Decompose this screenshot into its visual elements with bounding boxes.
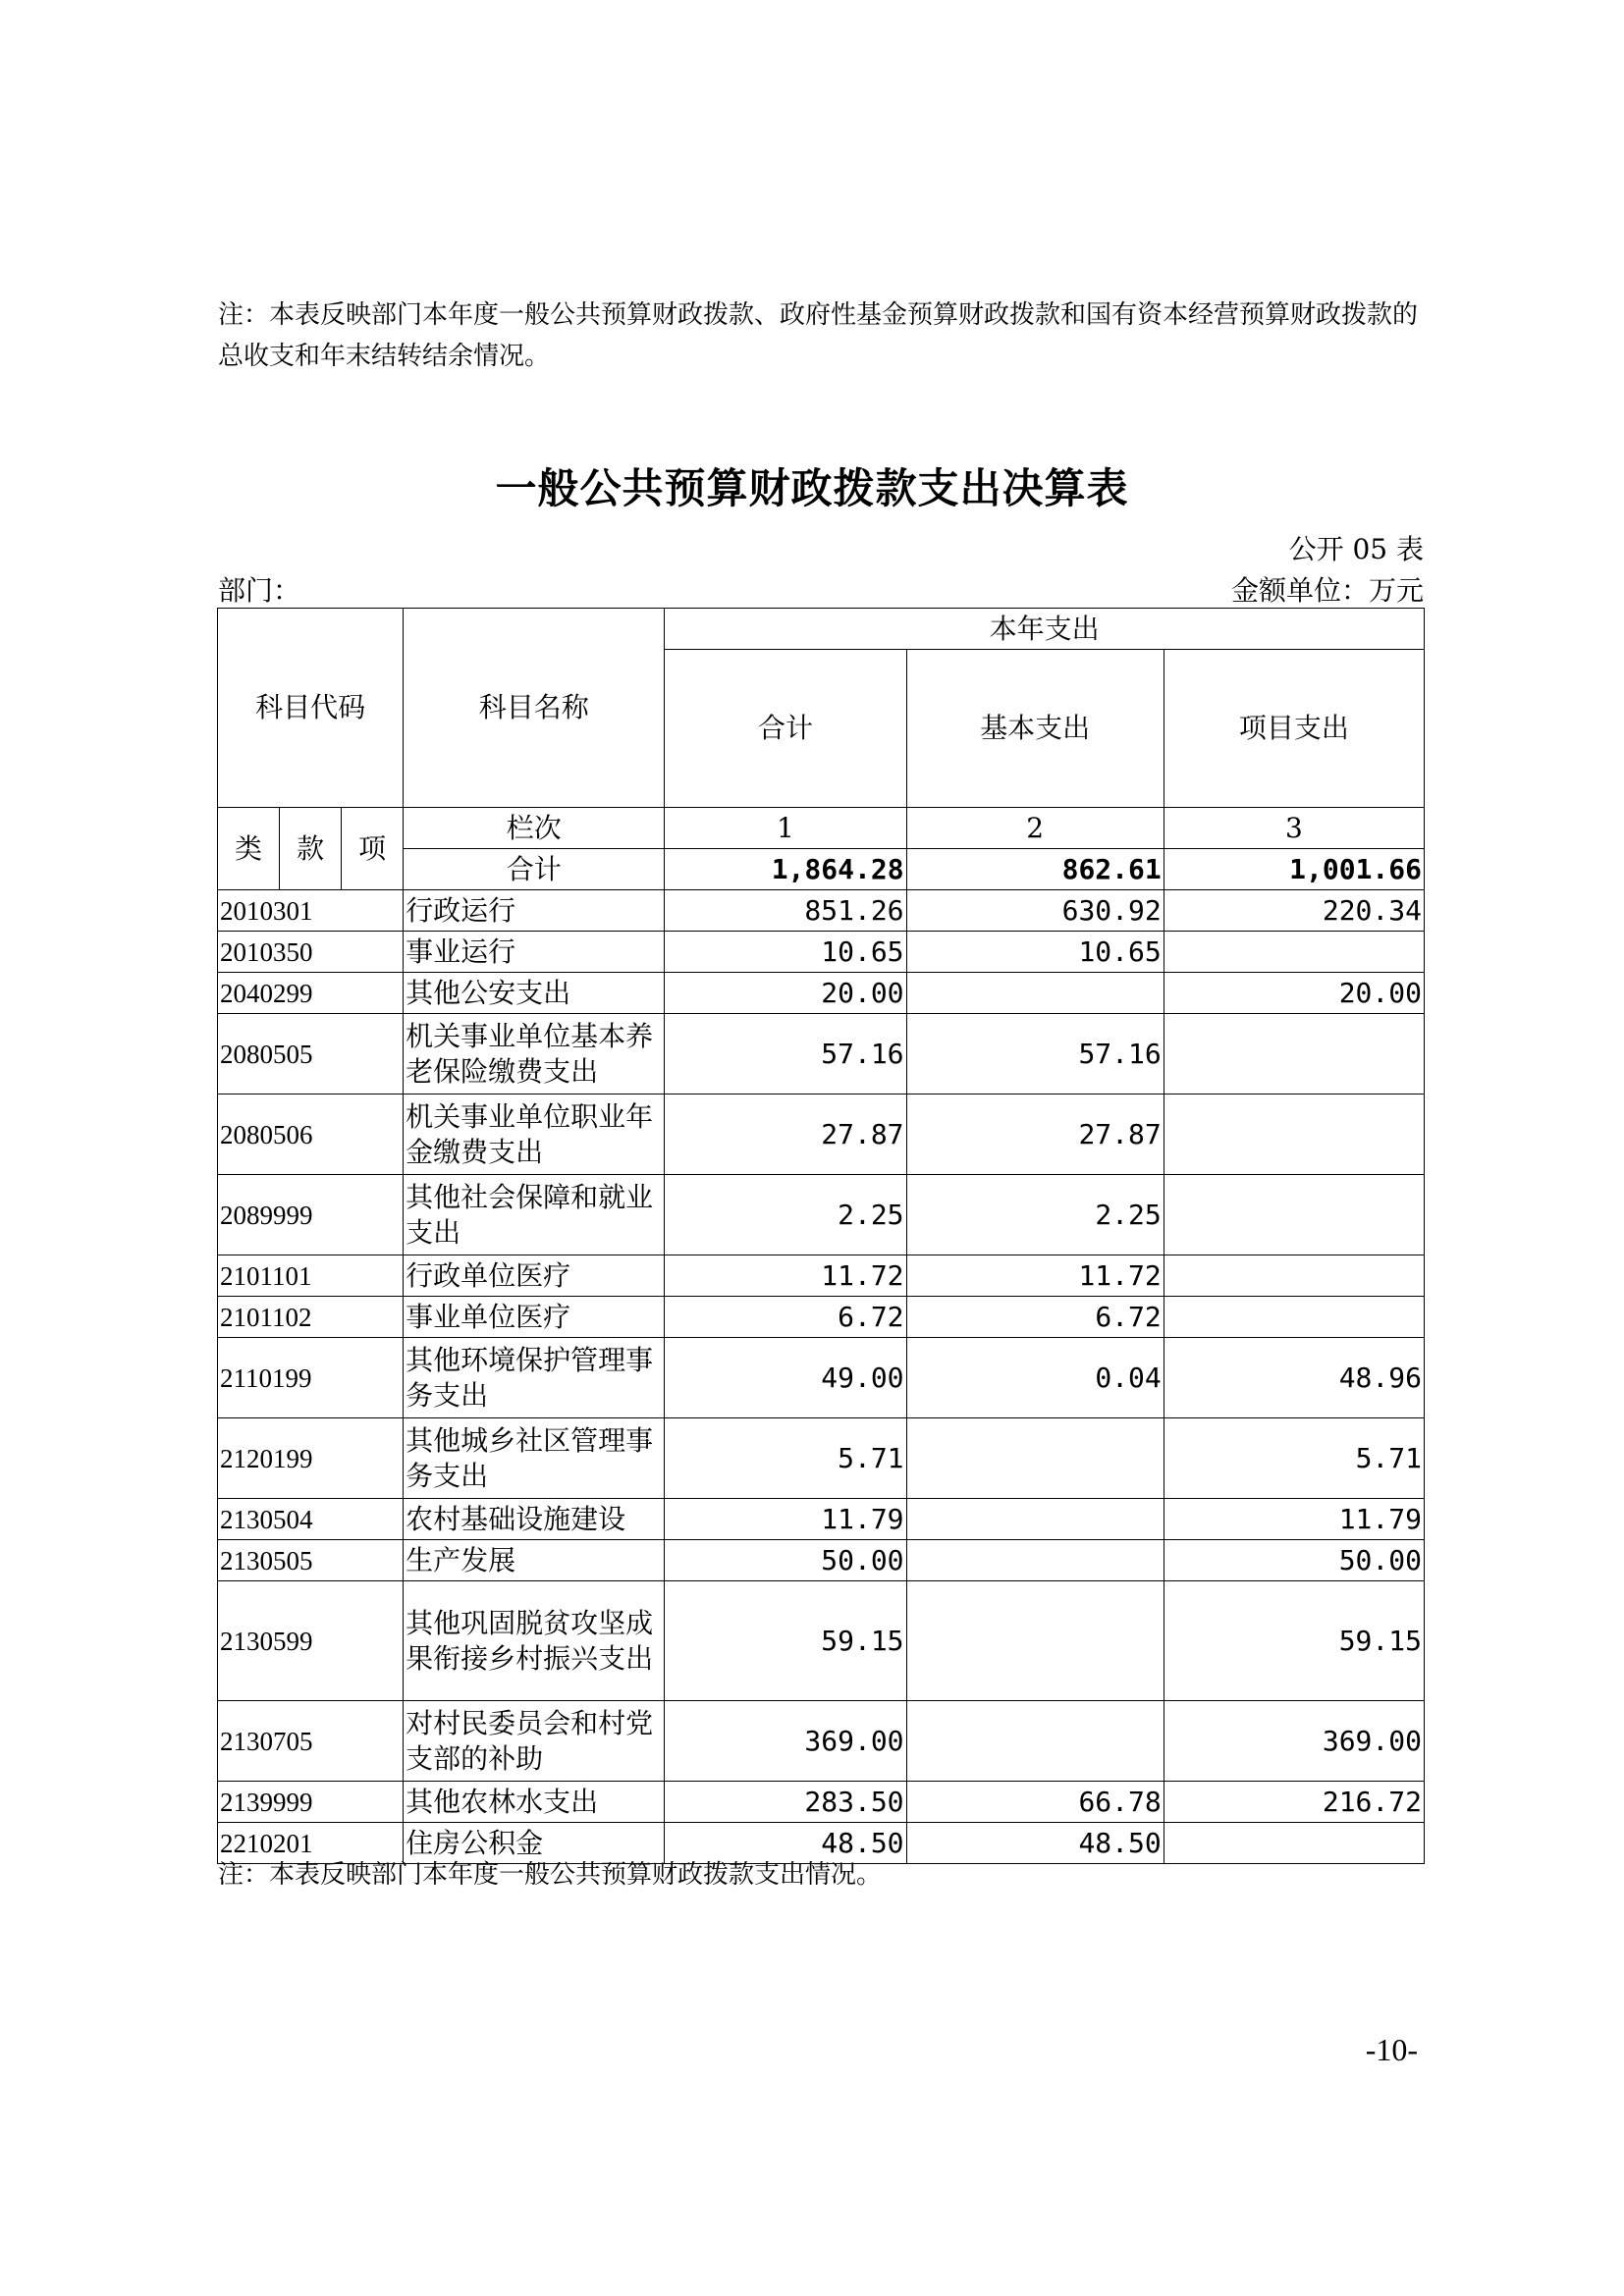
row-code: 2120199 xyxy=(218,1418,404,1499)
header-col3: 3 xyxy=(1164,808,1424,849)
row-basic: 0.04 xyxy=(906,1338,1164,1418)
row-project: 216.72 xyxy=(1164,1782,1424,1823)
total-basic: 862.61 xyxy=(906,849,1164,890)
row-total: 10.65 xyxy=(665,932,906,973)
row-code: 2130599 xyxy=(218,1581,404,1701)
header-code: 科目代码 xyxy=(218,609,404,808)
header-total: 合计 xyxy=(665,650,906,808)
header-basic: 基本支出 xyxy=(906,650,1164,808)
table-row xyxy=(218,973,1425,1014)
row-name: 行政单位医疗 xyxy=(404,1255,665,1297)
row-name: 其他巩固脱贫攻坚成果衔接乡村振兴支出 xyxy=(404,1581,665,1701)
row-total: 6.72 xyxy=(665,1297,906,1338)
row-code: 2139999 xyxy=(218,1782,404,1823)
row-project: 220.34 xyxy=(1164,890,1424,932)
row-total: 11.79 xyxy=(665,1499,906,1540)
table-row xyxy=(218,1540,1425,1581)
total-sum: 1,864.28 xyxy=(665,849,906,890)
budget-table xyxy=(217,608,1425,1864)
row-basic xyxy=(906,1540,1164,1581)
row-code: 2010350 xyxy=(218,932,404,973)
row-code: 2040299 xyxy=(218,973,404,1014)
row-name: 其他农林水支出 xyxy=(404,1782,665,1823)
row-total: 2.25 xyxy=(665,1175,906,1255)
total-project: 1,001.66 xyxy=(1164,849,1424,890)
row-total: 5.71 xyxy=(665,1418,906,1499)
department-label: 部门： xyxy=(218,574,301,607)
page-number: -10- xyxy=(1365,2032,1418,2067)
row-name: 其他社会保障和就业支出 xyxy=(404,1175,665,1255)
bottom-note: 注：本表反映部门本年度一般公共预算财政拨款支出情况。 xyxy=(218,1860,883,1890)
row-project xyxy=(1164,1297,1424,1338)
row-basic: 630.92 xyxy=(906,890,1164,932)
row-project xyxy=(1164,1823,1424,1864)
row-total: 283.50 xyxy=(665,1782,906,1823)
row-code: 2110199 xyxy=(218,1338,404,1418)
row-total: 50.00 xyxy=(665,1540,906,1581)
row-code: 2210201 xyxy=(218,1823,404,1864)
row-basic xyxy=(906,1581,1164,1701)
table-row xyxy=(218,1014,1425,1095)
table-row xyxy=(218,1297,1425,1338)
row-project xyxy=(1164,1014,1424,1095)
row-code: 2130504 xyxy=(218,1499,404,1540)
row-total: 11.72 xyxy=(665,1255,906,1297)
row-total: 49.00 xyxy=(665,1338,906,1418)
row-code: 2101101 xyxy=(218,1255,404,1297)
row-project xyxy=(1164,932,1424,973)
unit-label: 金额单位：万元 xyxy=(1230,574,1424,607)
row-project xyxy=(1164,1095,1424,1175)
row-name: 住房公积金 xyxy=(404,1823,665,1864)
row-total: 27.87 xyxy=(665,1095,906,1175)
row-name: 机关事业单位基本养老保险缴费支出 xyxy=(404,1014,665,1095)
row-name: 农村基础设施建设 xyxy=(404,1499,665,1540)
header-kuan: 款 xyxy=(280,808,342,890)
row-total: 20.00 xyxy=(665,973,906,1014)
row-code: 2101102 xyxy=(218,1297,404,1338)
row-code: 2010301 xyxy=(218,890,404,932)
row-total: 369.00 xyxy=(665,1701,906,1782)
header-column-order: 栏次 xyxy=(404,808,665,849)
row-basic xyxy=(906,1701,1164,1782)
table-row xyxy=(218,1255,1425,1297)
row-total: 59.15 xyxy=(665,1581,906,1701)
row-project: 369.00 xyxy=(1164,1701,1424,1782)
header-project: 项目支出 xyxy=(1164,650,1424,808)
row-basic xyxy=(906,1499,1164,1540)
row-basic: 27.87 xyxy=(906,1095,1164,1175)
row-basic: 11.72 xyxy=(906,1255,1164,1297)
row-basic: 6.72 xyxy=(906,1297,1164,1338)
row-basic: 57.16 xyxy=(906,1014,1164,1095)
table-row xyxy=(218,932,1425,973)
row-name: 生产发展 xyxy=(404,1540,665,1581)
table-row xyxy=(218,1701,1425,1782)
row-code: 2080505 xyxy=(218,1014,404,1095)
table-row xyxy=(218,1095,1425,1175)
row-name: 对村民委员会和村党支部的补助 xyxy=(404,1701,665,1782)
row-name: 其他城乡社区管理事务支出 xyxy=(404,1418,665,1499)
row-code: 2080506 xyxy=(218,1095,404,1175)
row-code: 2130505 xyxy=(218,1540,404,1581)
row-basic xyxy=(906,1418,1164,1499)
row-total: 57.16 xyxy=(665,1014,906,1095)
header-name: 科目名称 xyxy=(404,609,665,808)
row-project: 59.15 xyxy=(1164,1581,1424,1701)
row-code: 2089999 xyxy=(218,1175,404,1255)
table-row xyxy=(218,1782,1425,1823)
row-name: 事业单位医疗 xyxy=(404,1297,665,1338)
table-row xyxy=(218,1418,1425,1499)
row-name: 机关事业单位职业年金缴费支出 xyxy=(404,1095,665,1175)
table-row xyxy=(218,1338,1425,1418)
row-name: 行政运行 xyxy=(404,890,665,932)
row-project: 48.96 xyxy=(1164,1338,1424,1418)
row-code: 2130705 xyxy=(218,1701,404,1782)
row-total: 851.26 xyxy=(665,890,906,932)
row-total: 48.50 xyxy=(665,1823,906,1864)
page-title: 一般公共预算财政拨款支出决算表 xyxy=(495,464,1129,512)
row-basic: 66.78 xyxy=(906,1782,1164,1823)
row-name: 其他公安支出 xyxy=(404,973,665,1014)
top-note: 注：本表反映部门本年度一般公共预算财政拨款、政府性基金预算财政拨款和国有资本经营预算财政拨款的总收支和年末结转结余情况。 xyxy=(218,300,1419,371)
table-number: 公开 05 表 xyxy=(1288,533,1424,565)
row-name: 其他环境保护管理事务支出 xyxy=(404,1338,665,1418)
row-project xyxy=(1164,1255,1424,1297)
total-label: 合计 xyxy=(404,849,665,890)
row-project: 50.00 xyxy=(1164,1540,1424,1581)
header-col2: 2 xyxy=(906,808,1164,849)
header-xiang: 项 xyxy=(342,808,404,890)
table-row xyxy=(218,1499,1425,1540)
table-row xyxy=(218,1175,1425,1255)
row-project: 11.79 xyxy=(1164,1499,1424,1540)
row-project xyxy=(1164,1175,1424,1255)
row-basic: 2.25 xyxy=(906,1175,1164,1255)
header-lei: 类 xyxy=(218,808,280,890)
row-basic: 48.50 xyxy=(906,1823,1164,1864)
header-this-year: 本年支出 xyxy=(665,609,1425,650)
table-row xyxy=(218,1581,1425,1701)
table-row xyxy=(218,890,1425,932)
header-col1: 1 xyxy=(665,808,906,849)
row-project: 20.00 xyxy=(1164,973,1424,1014)
row-project: 5.71 xyxy=(1164,1418,1424,1499)
row-name: 事业运行 xyxy=(404,932,665,973)
row-basic xyxy=(906,973,1164,1014)
row-basic: 10.65 xyxy=(906,932,1164,973)
